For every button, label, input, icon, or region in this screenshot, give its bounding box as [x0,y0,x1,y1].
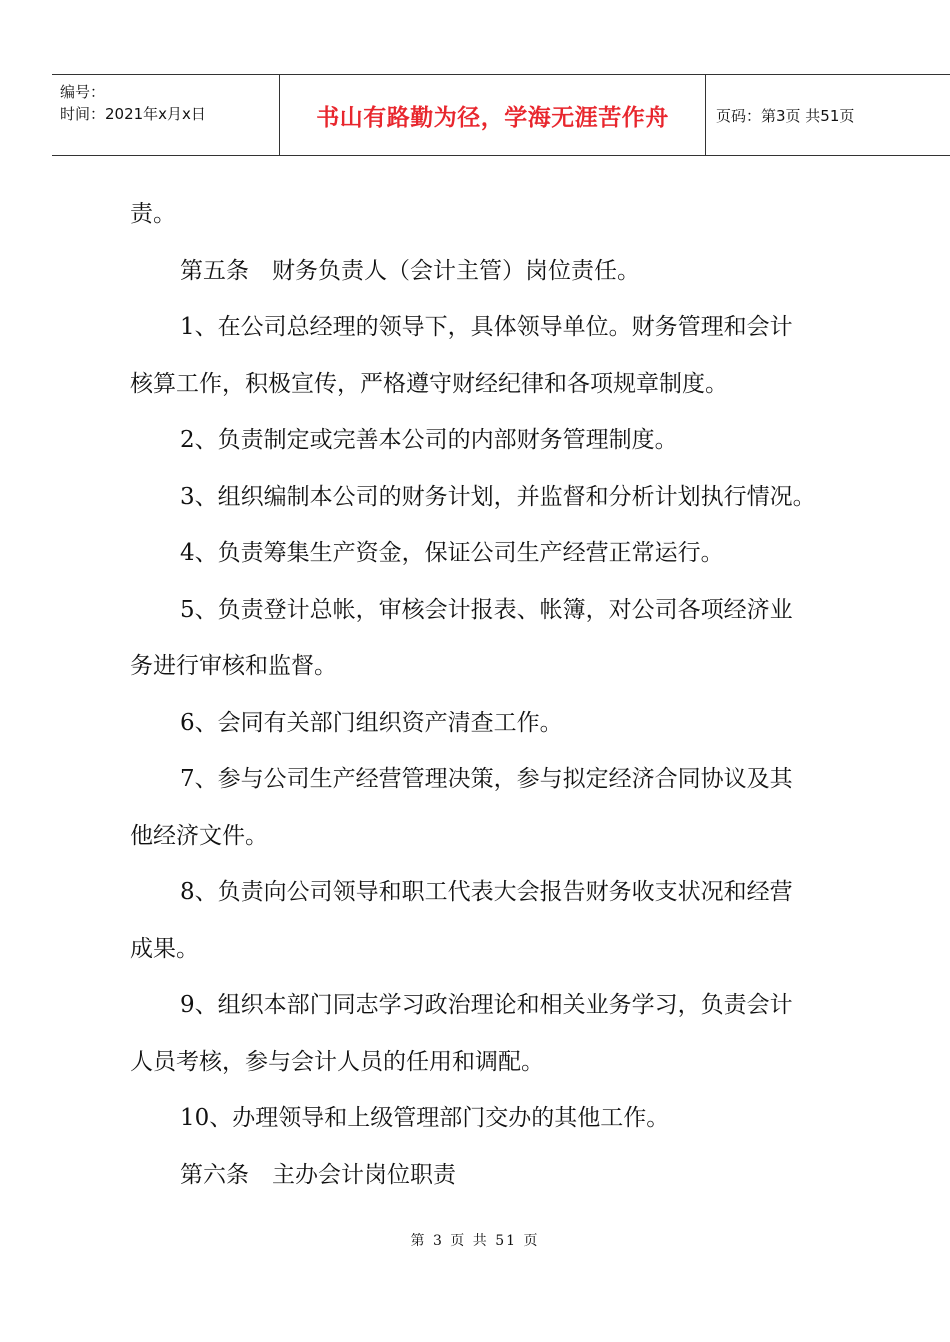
motto-text: 书山有路勤为径，学海无涯苦作舟 [316,103,669,131]
body-line: 5、负责登计总帐，审核会计报表、帐簿，对公司各项经济业 [180,596,793,623]
body-line: 1、在公司总经理的领导下，具体领导单位。财务管理和会计 [180,314,793,340]
body-line: 9、组织本部门同志学习政治理论和相关业务学习，负责会计 [180,992,793,1018]
document-body [130,186,875,1203]
number-label: 编号： [60,83,106,101]
body-line: 7、参与公司生产经营管理决策，参与拟定经济合同协议及其 [180,766,793,792]
body-line: 第六条 主办会计岗位职责 [180,1161,456,1188]
body-line: 3、组织编制本公司的财务计划，并监督和分析计划执行情况。 [180,483,816,510]
body-line: 成果。 [130,935,199,962]
document-header [52,74,950,156]
header-motto-cell [280,75,706,155]
body-line: 10、办理领导和上级管理部门交办的其他工作。 [180,1105,670,1131]
body-line: 2、负责制定或完善本公司的内部财务管理制度。 [180,427,678,453]
page-footer [0,1230,950,1250]
body-line: 责。 [130,201,176,227]
body-line: 6、会同有关部门组织资产清查工作。 [180,709,563,736]
body-line: 8、负责向公司领导和职工代表大会报告财务收支状况和经营 [180,879,793,905]
body-line: 人员考核，参与会计人员的任用和调配。 [130,1048,544,1075]
time-label: 时间：2021年x月x日 [60,105,206,123]
footer-page-number: 第 3 页 共 51 页 [410,1233,540,1249]
body-line: 核算工作，积极宣传，严格遵守财经纪律和各项规章制度。 [130,370,728,397]
header-page-info-cell [706,75,950,155]
body-line: 务进行审核和监督。 [130,653,337,679]
body-line: 第五条 财务负责人（会计主管）岗位责任。 [180,257,640,284]
page-info: 页码：第3页 共51页 [716,106,855,125]
header-meta [52,75,280,155]
body-line: 4、负责筹集生产资金，保证公司生产经营正常运行。 [180,540,724,566]
body-line: 他经济文件。 [130,822,268,849]
